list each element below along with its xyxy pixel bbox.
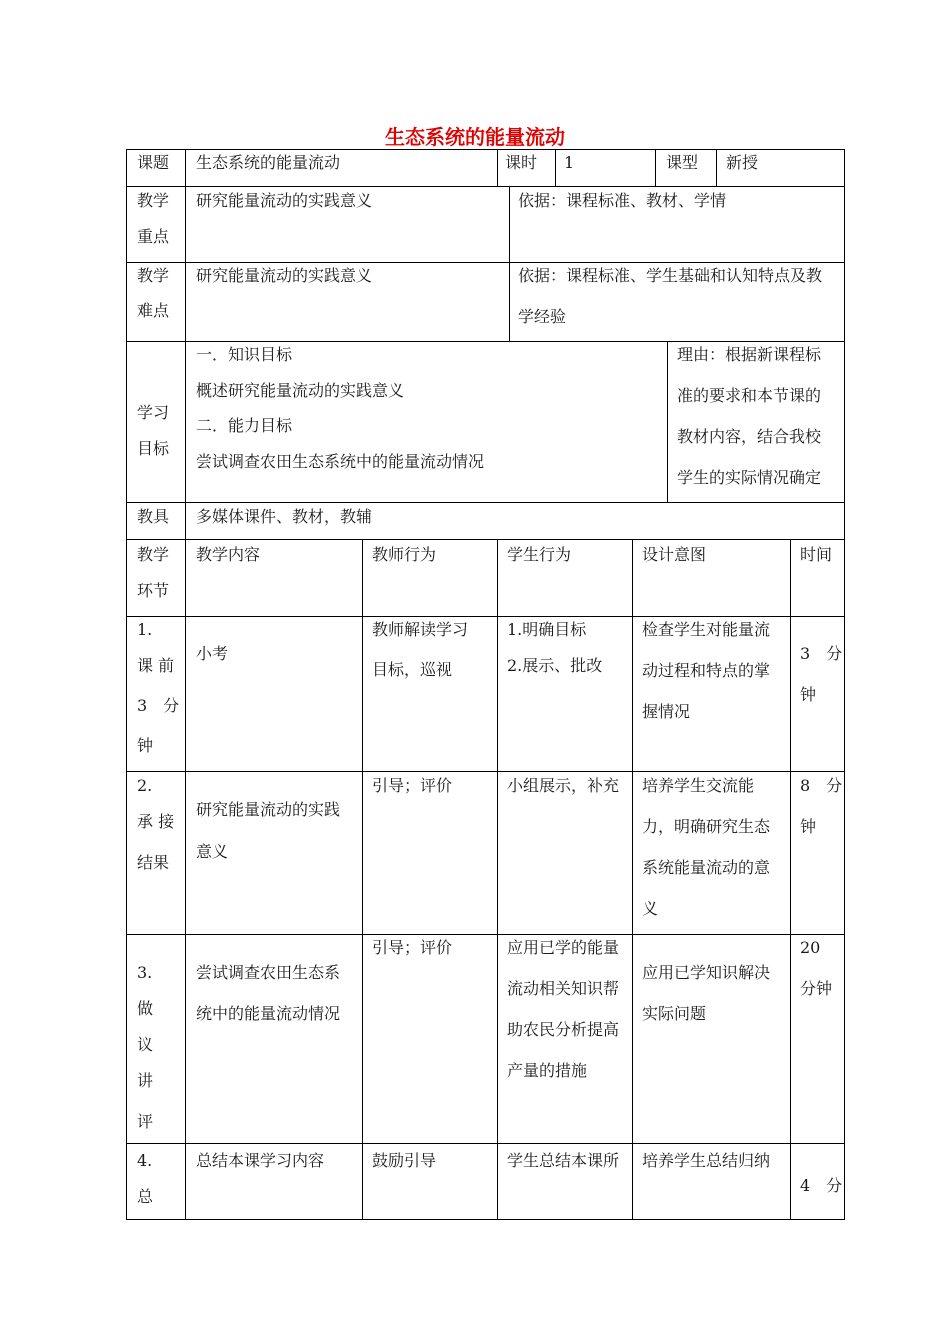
step-stage: 评 <box>137 1112 154 1131</box>
step-teacher: 鼓励引导 <box>372 1151 437 1170</box>
step-stage: 课 前 <box>137 656 175 675</box>
step-student: 学生总结本课所 <box>507 1151 620 1170</box>
step-intent: 应用已学知识解决 <box>642 963 771 982</box>
step-intent: 检查学生对能量流 <box>642 620 771 639</box>
step-student: 2.展示、批改 <box>507 656 603 675</box>
col-divider <box>632 539 633 1220</box>
header-time: 时间 <box>800 545 833 564</box>
objectives-label: 目标 <box>137 439 170 458</box>
step-stage: 总 <box>137 1187 154 1206</box>
key-points-label: 重点 <box>137 227 170 246</box>
step-time: 4 分 <box>800 1176 843 1195</box>
objectives-reason: 教材内容，结合我校 <box>677 427 822 446</box>
step-stage: 讲 <box>137 1071 154 1090</box>
hours-value: 1 <box>564 153 575 172</box>
tools-label: 教具 <box>137 507 170 526</box>
step-content: 意义 <box>196 842 229 861</box>
step-student: 流动相关知识帮 <box>507 979 620 998</box>
header-stage: 环节 <box>137 581 170 600</box>
objectives-line: 一．知识目标 <box>196 345 293 364</box>
objectives-line: 二．能力目标 <box>196 416 293 435</box>
header-student: 学生行为 <box>507 545 572 564</box>
step-time: 钟 <box>800 817 817 836</box>
col-divider <box>716 149 717 186</box>
step-teacher: 引导；评价 <box>372 938 453 957</box>
col-divider <box>555 149 556 186</box>
col-divider <box>509 186 510 341</box>
difficulties-content: 研究能量流动的实践意义 <box>196 266 373 285</box>
step-stage: 承 接 <box>137 812 175 831</box>
subject-value: 生态系统的能量流动 <box>196 153 341 172</box>
step-intent: 培养学生总结归纳 <box>642 1151 771 1170</box>
step-intent: 义 <box>642 899 659 918</box>
objectives-label: 学习 <box>137 403 170 422</box>
step-intent: 培养学生交流能 <box>642 776 755 795</box>
step-content: 总结本课学习内容 <box>196 1151 325 1170</box>
step-intent: 实际问题 <box>642 1004 707 1023</box>
step-stage: 2. <box>137 776 153 795</box>
difficulties-basis: 学经验 <box>518 307 567 326</box>
step-stage: 1. <box>137 620 153 639</box>
step-content: 小考 <box>196 644 229 663</box>
col-divider <box>655 149 656 186</box>
objectives-line: 概述研究能量流动的实践意义 <box>196 381 405 400</box>
step-teacher: 目标，巡视 <box>372 660 453 679</box>
step-stage: 3 分 <box>137 696 180 715</box>
header-content: 教学内容 <box>196 545 261 564</box>
step-stage: 做 <box>137 999 154 1018</box>
objectives-line: 尝试调查农田生态系统中的能量流动情况 <box>196 452 485 471</box>
tools-value: 多媒体课件、教材，教辅 <box>196 507 373 526</box>
key-points-basis: 依据：课程标准、教材、学情 <box>518 191 727 210</box>
step-content: 尝试调查农田生态系 <box>196 963 341 982</box>
hours-label: 课时 <box>505 153 538 172</box>
step-content: 统中的能量流动情况 <box>196 1004 341 1023</box>
objectives-reason: 理由：根据新课程标 <box>677 345 822 364</box>
row-divider <box>126 934 845 935</box>
key-points-label: 教学 <box>137 191 170 210</box>
step-student: 小组展示，补充 <box>507 776 620 795</box>
step-stage: 结果 <box>137 853 170 872</box>
subject-label: 课题 <box>137 153 170 172</box>
step-stage: 议 <box>137 1035 154 1054</box>
step-student: 应用已学的能量 <box>507 938 620 957</box>
col-divider <box>497 539 498 1220</box>
step-student: 助农民分析提高 <box>507 1020 620 1039</box>
col-divider <box>497 149 498 186</box>
difficulties-basis: 依据：课程标准、学生基础和认知特点及教 <box>518 266 823 285</box>
step-intent: 力，明确研究生态 <box>642 817 771 836</box>
step-time: 钟 <box>800 685 817 704</box>
difficulties-label: 难点 <box>137 301 170 320</box>
header-teacher: 教师行为 <box>372 545 437 564</box>
step-time: 3 分 <box>800 644 843 663</box>
header-stage: 教学 <box>137 545 170 564</box>
step-student: 产量的措施 <box>507 1061 588 1080</box>
header-intent: 设计意图 <box>642 545 707 564</box>
type-value: 新授 <box>726 153 759 172</box>
step-content: 研究能量流动的实践 <box>196 800 341 819</box>
objectives-reason: 准的要求和本节课的 <box>677 386 822 405</box>
key-points-content: 研究能量流动的实践意义 <box>196 191 373 210</box>
step-time: 20 <box>800 938 821 957</box>
step-teacher: 教师解读学习 <box>372 620 469 639</box>
difficulties-label: 教学 <box>137 266 170 285</box>
step-time: 8 分 <box>800 776 843 795</box>
col-divider <box>790 539 791 1220</box>
step-stage: 钟 <box>137 736 154 755</box>
step-time: 分钟 <box>800 979 833 998</box>
col-divider <box>362 539 363 1220</box>
step-stage: 3. <box>137 963 153 982</box>
col-divider <box>185 149 186 1220</box>
step-intent: 握情况 <box>642 702 691 721</box>
col-divider <box>667 341 668 502</box>
step-intent: 动过程和特点的掌 <box>642 661 771 680</box>
step-student: 1.明确目标 <box>507 620 587 639</box>
objectives-reason: 学生的实际情况确定 <box>677 468 822 487</box>
step-intent: 系统能量流动的意 <box>642 858 771 877</box>
step-stage: 4. <box>137 1151 153 1170</box>
type-label: 课型 <box>666 153 699 172</box>
step-teacher: 引导；评价 <box>372 776 453 795</box>
page-title: 生态系统的能量流动 <box>385 125 565 149</box>
